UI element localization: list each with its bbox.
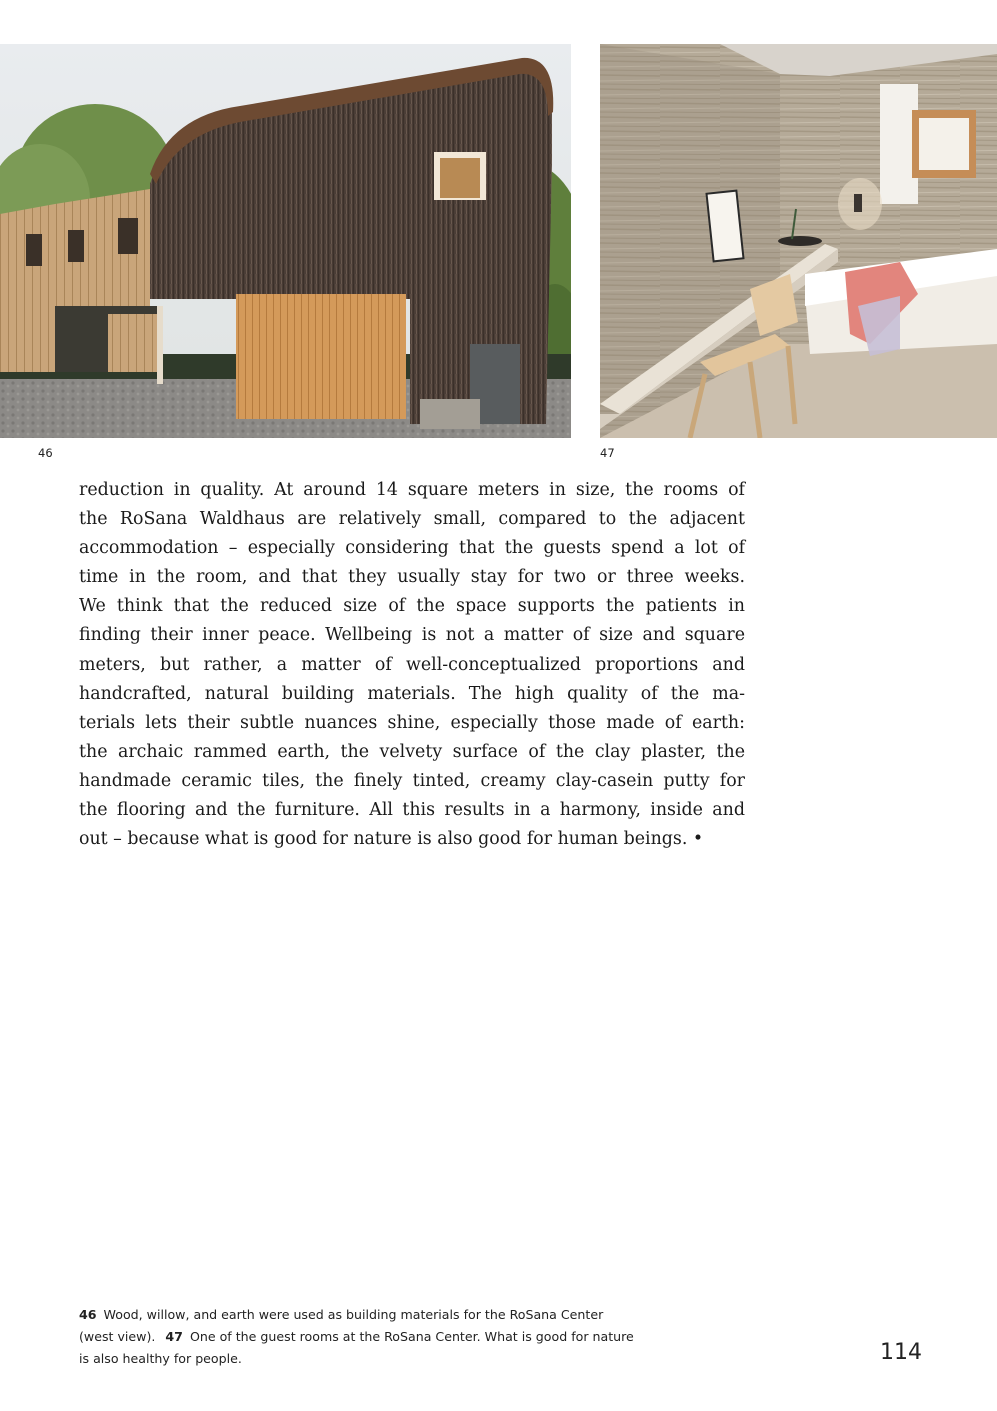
body-line: meters, but rather, a matter of well-conceptualized proportions and [79, 654, 745, 675]
figure-47-photo [600, 44, 997, 438]
caption-line [79, 1326, 739, 1348]
guest-room-illustration [600, 44, 997, 438]
body-line: reduction in quality. At around 14 square meters in size, the rooms of [79, 480, 745, 500]
figure-46-photo [0, 44, 571, 438]
building-exterior-illustration [0, 44, 571, 438]
body-line: handmade ceramic tiles, the finely tinted, creamy clay-casein putty for [79, 770, 745, 791]
body-line: the RoSana Waldhaus are relatively small, compared to the adjacent [79, 509, 745, 530]
caption-line: is also healthy for people. [79, 1351, 242, 1366]
figure-47-number: 47 [600, 446, 615, 460]
body-line: accommodation – especially considering that the guests spend a lot of [79, 538, 745, 559]
body-line: the archaic rammed earth, the velvety surface of the clay plaster, the [79, 741, 745, 762]
figure-46-number: 46 [38, 446, 53, 460]
figure-caption [79, 1304, 739, 1370]
body-line: terials lets their subtle nuances shine, especially those made of earth: [79, 712, 745, 733]
caption-text: One of the guest rooms at the RoSana Center. What is good for nature [189, 1329, 634, 1344]
body-line: time in the room, and that they usually stay for two or three weeks. [79, 567, 745, 588]
caption-figure-number: 47 [165, 1329, 183, 1344]
body-text [79, 476, 745, 854]
caption-text: (west view). [79, 1329, 156, 1344]
caption-figure-number: 46 [79, 1307, 97, 1322]
body-line: out – because what is good for nature is also good for human beings. • [79, 829, 704, 850]
caption-text: Wood, willow, and earth were used as building materials for the RoSana Center [103, 1307, 604, 1322]
body-line: We think that the reduced size of the space supports the patients in [79, 596, 745, 617]
page-number: 114 [880, 1340, 922, 1365]
body-line: handcrafted, natural building materials. The high quality of the ma- [79, 683, 745, 704]
caption-line [79, 1304, 739, 1326]
body-line: finding their inner peace. Wellbeing is not a matter of size and square [79, 625, 745, 646]
body-line: the flooring and the furniture. All this results in a harmony, inside and [79, 800, 745, 821]
